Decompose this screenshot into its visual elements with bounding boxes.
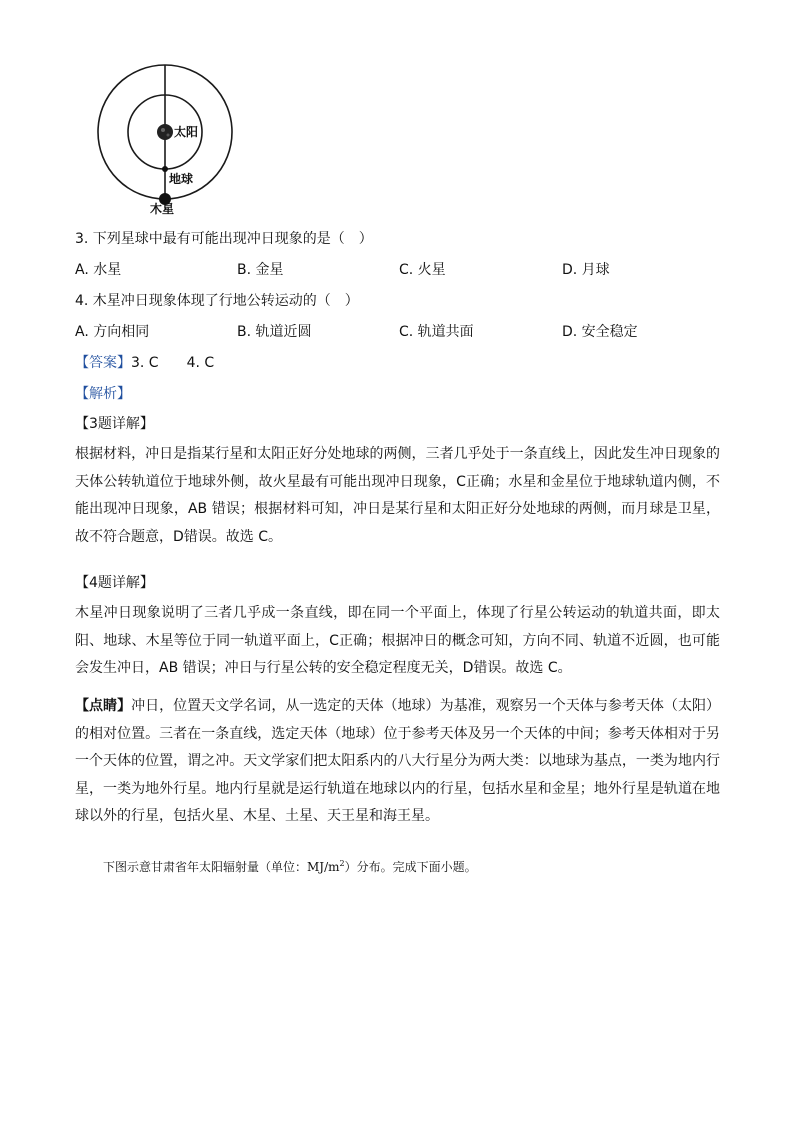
- q3-stem: 3. 下列星球中最有可能出现冲日现象的是（ ）: [75, 231, 373, 247]
- note-paragraph: [75, 693, 720, 831]
- answer-value: 3. C 4. C: [131, 355, 215, 371]
- q4-option-a: A. 方向相同: [75, 324, 150, 340]
- q4-option-d: D. 安全稳定: [562, 324, 638, 340]
- note-label: 【点睛】: [75, 698, 132, 714]
- sun-label: 太阳: [174, 125, 199, 139]
- q3-detail-heading: 【3题详解】: [75, 416, 154, 432]
- q3-option-d: D. 月球: [562, 262, 610, 278]
- jupiter-label: 木星: [150, 202, 175, 216]
- analysis-label: 【解析】: [75, 386, 131, 402]
- q3-option-b: B. 金星: [237, 262, 284, 278]
- q4-detail-text: 木星冲日现象说明了三者几乎成一条直线，即在同一个平面上，体现了行星公转运动的轨道共面，即太阳、地球、木星等位于同一轨道平面上，C正确；根据冲日的概念可知，方向不同、轨道不近圆，也可能会发生冲日，AB 错误；冲日与行星公转的安全稳定程度无关，D错误。故选 C。: [75, 605, 720, 676]
- q4-option-c: C. 轨道共面: [399, 324, 474, 340]
- intro-text-before: 下图示意甘肃省年太阳辐射量（单位：MJ/m: [103, 860, 340, 874]
- next-section-intro: [103, 856, 477, 875]
- note-text: 冲日，位置天文学名词，从一选定的天体（地球）为基准，观察另一个天体与参考天体（太阳）的相对位置。三者在一条直线，选定天体（地球）位于参考天体及另一个天体的中间；参考天体相对于另一个天体的位置，谓之冲。天文学家们把太阳系内的八大行星分为两大类：以地球为基点，一类为地内行星，一类为地外行星。地内行星就是运行轨道在地球以内的行星，包括水星和金星；地外行星是轨道在地球以外的行星，包括火星、木星、土星、天王星和海王星。: [75, 698, 721, 824]
- intro-unit-exponent: 2: [339, 859, 345, 868]
- q3-detail-text: 根据材料，冲日是指某行星和太阳正好分处地球的两侧，三者几乎处于一条直线上，因此发生冲日现象的天体公转轨道位于地球外侧，故火星最有可能出现冲日现象，C正确；水星和金星位于地球轨道内侧，不能出现冲日现象，AB 错误；根据材料可知，冲日是某行星和太阳正好分处地球的两侧，而月球是卫星，故不符合题意，D错误。故选 C。: [75, 446, 720, 545]
- q4-detail-heading: 【4题详解】: [75, 575, 154, 591]
- intro-text-after: ）分布。完成下面小题。: [344, 860, 477, 874]
- earth-label: 地球: [169, 172, 194, 186]
- q3-option-c: C. 火星: [399, 262, 446, 278]
- answer-line: [75, 353, 214, 373]
- answer-label: 【答案】: [75, 355, 131, 371]
- q4-option-b: B. 轨道近圆: [237, 324, 312, 340]
- sun-icon: [157, 124, 173, 140]
- q3-option-a: A. 水星: [75, 262, 122, 278]
- orbit-diagram: [90, 60, 250, 220]
- orbit-svg: [90, 60, 250, 220]
- q4-stem: 4. 木星冲日现象体现了行地公转运动的（ ）: [75, 293, 359, 309]
- earth-icon: [162, 166, 168, 172]
